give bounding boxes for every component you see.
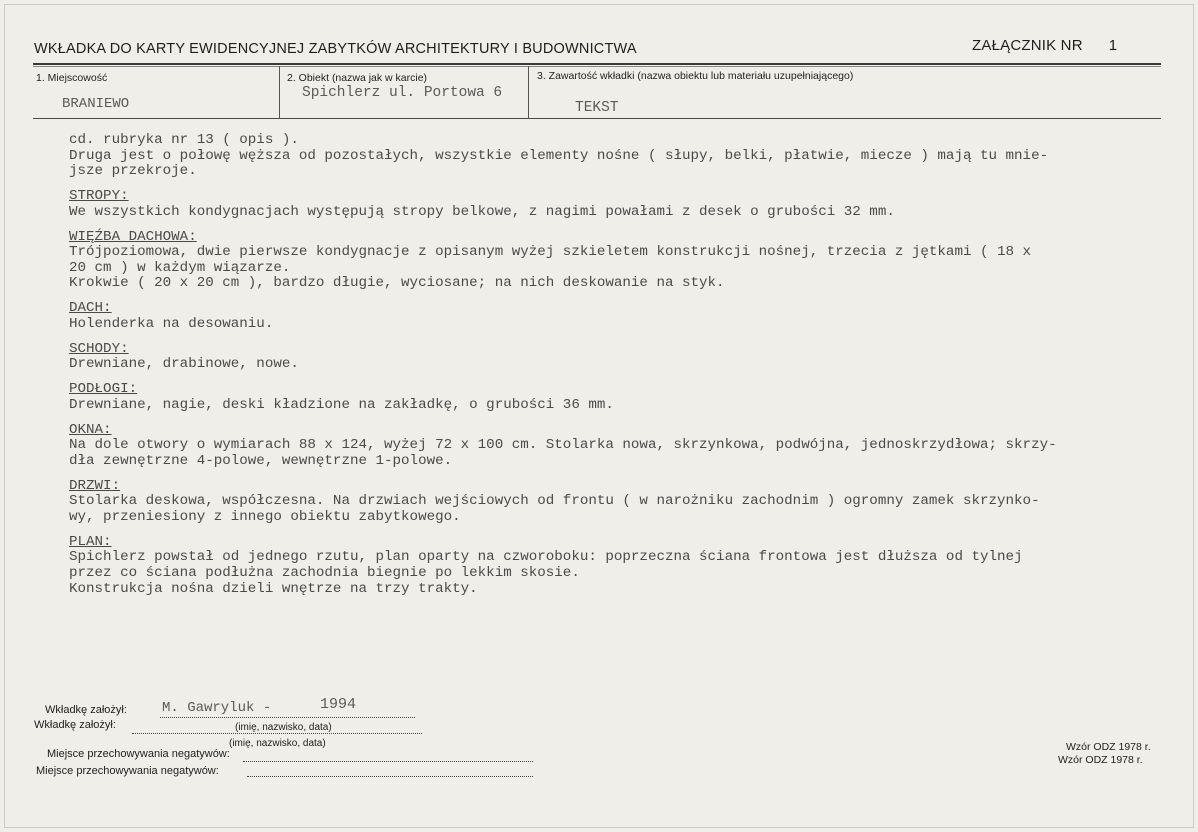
founded-line — [160, 717, 415, 718]
text-line: Drewniane, drabinowe, nowe. — [69, 356, 299, 373]
text-line: Konstrukcja nośna dzieli wnętrze na trzy trakty. — [69, 580, 478, 597]
attachment-no: 1 — [1108, 37, 1118, 54]
field-divider-1 — [279, 66, 280, 118]
negatives-label: Miejsce przechowywania negatywów: — [47, 748, 230, 760]
text-line: Spichlerz powstał od jednego rzutu, plan oparty na czworoboku: poprzeczna ściana frontowa jest dłuższa od tylnej — [69, 549, 1023, 566]
text-line: Stolarka deskowa, współczesna. Na drzwiach wejściowych od frontu ( w narożniku zachodnim ) ogromny zamek skrzynko- — [69, 493, 1040, 510]
text-line: Trójpoziomowa, dwie pierwsze kondygnacje z opisanym wyżej szkieletem konstrukcji nośnej, trzecia z jętkami ( 18 x — [69, 244, 1032, 261]
text-line: We wszystkich kondygnacjach występują stropy belkowe, z nagimi powałami z desek o grubości 32 mm. — [69, 203, 895, 220]
locality-value: BRANIEWO — [62, 96, 130, 112]
text-line: wy, przeniesiony z innego obiektu zabytkowego. — [69, 508, 461, 525]
text-line: Holenderka na desowaniu. — [69, 315, 274, 332]
text-line: Na dole otwory o wymiarach 88 x 124, wyżej 72 x 100 cm. Stolarka nowa, skrzynkowa, podwójna, jednoskrzydłowa; skrzy- — [69, 437, 1057, 454]
text-line: Drewniane, nagie, deski kładzione na zakładkę, o grubości 36 mm. — [69, 396, 614, 413]
founded-value: M. Gawryluk - — [162, 700, 272, 716]
section-heading: DACH: — [69, 300, 112, 317]
section-heading: OKNA: — [69, 421, 112, 438]
object-label: 2. Obiekt (nazwa jak w karcie) — [287, 72, 428, 84]
founded-label-2: Wkładkę założył: — [34, 719, 116, 731]
text-line: jsze przekroje. — [69, 163, 197, 180]
name-hint: (imię, nazwisko, data) — [235, 722, 332, 733]
object-value: Spichlerz ul. Portowa 6 — [302, 85, 503, 101]
section-heading: DRZWI: — [69, 477, 121, 494]
line-gap — [69, 220, 1189, 229]
founded-year: 1994 — [320, 696, 357, 713]
header-rule-top — [33, 63, 1161, 65]
form-label: Wzór ODZ 1978 r. — [1066, 741, 1151, 753]
name-hint-2: (imię, nazwisko, data) — [229, 738, 326, 749]
line-gap — [69, 526, 1189, 535]
section-heading: STROPY: — [69, 188, 129, 205]
section-heading: SCHODY: — [69, 340, 129, 357]
field-divider-2 — [528, 66, 529, 118]
description-text — [69, 133, 1189, 597]
text-line: dła zewnętrzne 4-polowe, wewnętrzne 1-polowe. — [69, 452, 453, 469]
line-gap — [69, 292, 1189, 301]
locality-label: 1. Miejscowość — [36, 72, 108, 84]
text-line: Krokwie ( 20 x 20 cm ), bardzo długie, wyciosane; na nich deskowanie na styk. — [69, 275, 725, 292]
founded-line-2 — [132, 733, 422, 734]
form-label-2: Wzór ODZ 1978 r. — [1058, 754, 1143, 766]
content-value: TEKST — [575, 100, 619, 116]
text-line: 20 cm ) w każdym wiązarze. — [69, 259, 291, 276]
attachment-number — [972, 37, 1117, 54]
attachment-label: ZAŁĄCZNIK NR — [972, 37, 1083, 54]
section-heading: PODŁOGI: — [69, 381, 138, 398]
header-rule-mid — [33, 66, 1161, 67]
card-title: WKŁADKA DO KARTY EWIDENCYJNEJ ZABYTKÓW ARCHITEKTURY I BUDOWNICTWA — [34, 41, 637, 57]
line-gap — [69, 180, 1189, 189]
line-gap — [69, 469, 1189, 478]
text-line: przez co ściana podłużna zachodnia biegnie po lekkim skosie. — [69, 565, 580, 582]
founded-label: Wkładkę założył: — [45, 704, 127, 716]
negatives-label-2: Miejsce przechowywania negatywów: — [36, 765, 219, 777]
line-gap — [69, 373, 1189, 382]
fields-rule-bottom — [33, 118, 1161, 119]
text-line: cd. rubryka nr 13 ( opis ). — [69, 132, 299, 148]
negatives-line-2 — [247, 776, 533, 777]
section-heading: PLAN: — [69, 533, 112, 550]
content-label: 3. Zawartość wkładki (nazwa obiektu lub materiału uzupełniającego) — [537, 70, 854, 82]
section-heading: WIĘŹBA DACHOWA: — [69, 228, 197, 245]
line-gap — [69, 332, 1189, 341]
negatives-line — [243, 761, 533, 762]
text-line: Druga jest o połowę węższa od pozostałych, wszystkie elementy nośne ( słupy, belki, płatwie, miecze ) mają tu mnie- — [69, 147, 1049, 164]
line-gap — [69, 413, 1189, 422]
